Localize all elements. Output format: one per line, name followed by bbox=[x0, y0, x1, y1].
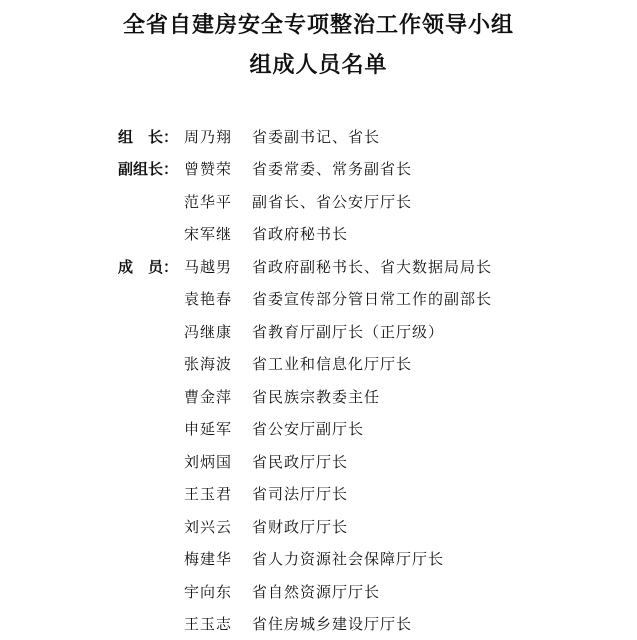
role-label: 成 员： bbox=[118, 256, 184, 277]
member-position: 省民族宗教委主任 bbox=[252, 386, 380, 407]
member-name: 王玉君 bbox=[184, 483, 252, 504]
member-position: 省人力资源社会保障厅厅长 bbox=[252, 548, 444, 569]
member-name: 刘兴云 bbox=[184, 516, 252, 537]
member-position: 省财政厅厅长 bbox=[252, 516, 348, 537]
roster-row bbox=[118, 543, 618, 576]
member-position: 副省长、省公安厅厅长 bbox=[252, 191, 412, 212]
member-name: 冯继康 bbox=[184, 321, 252, 342]
member-position: 省政府秘书长 bbox=[252, 223, 348, 244]
member-name: 袁艳春 bbox=[184, 288, 252, 309]
role-label: 副组长： bbox=[118, 158, 184, 179]
member-name: 曹金萍 bbox=[184, 386, 252, 407]
document-title-line-1: 全省自建房安全专项整治工作领导小组 bbox=[0, 10, 637, 40]
member-name: 曾赞荣 bbox=[184, 158, 252, 179]
member-name: 刘炳国 bbox=[184, 451, 252, 472]
member-name: 周乃翔 bbox=[184, 126, 252, 147]
roster-row bbox=[118, 348, 618, 381]
member-name: 梅建华 bbox=[184, 548, 252, 569]
member-position: 省自然资源厅厅长 bbox=[252, 581, 380, 602]
member-position: 省工业和信息化厅厅长 bbox=[252, 353, 412, 374]
roster-row bbox=[118, 445, 618, 478]
roster-row bbox=[118, 478, 618, 511]
roster-row bbox=[118, 283, 618, 316]
roster-row bbox=[118, 120, 618, 153]
member-name: 申延军 bbox=[184, 418, 252, 439]
roster-row bbox=[118, 575, 618, 608]
document-title-line-2: 组成人员名单 bbox=[0, 50, 637, 80]
roster-row bbox=[118, 413, 618, 446]
member-position: 省委常委、常务副省长 bbox=[252, 158, 412, 179]
roster-row bbox=[118, 250, 618, 283]
roster-row bbox=[118, 153, 618, 186]
member-position: 省教育厅副厅长（正厅级） bbox=[252, 321, 444, 342]
member-name: 马越男 bbox=[184, 256, 252, 277]
member-name: 范华平 bbox=[184, 191, 252, 212]
member-position: 省司法厅厅长 bbox=[252, 483, 348, 504]
roster-row bbox=[118, 380, 618, 413]
member-position: 省民政厅厅长 bbox=[252, 451, 348, 472]
roster-row bbox=[118, 608, 618, 640]
member-roster bbox=[118, 120, 618, 640]
member-name: 宋军继 bbox=[184, 223, 252, 244]
member-position: 省委宣传部分管日常工作的副部长 bbox=[252, 288, 492, 309]
roster-row bbox=[118, 315, 618, 348]
member-position: 省委副书记、省长 bbox=[252, 126, 380, 147]
member-name: 宇向东 bbox=[184, 581, 252, 602]
member-position: 省住房城乡建设厅厅长 bbox=[252, 613, 412, 634]
roster-row bbox=[118, 510, 618, 543]
member-name: 王玉志 bbox=[184, 613, 252, 634]
roster-row bbox=[118, 218, 618, 251]
role-label: 组 长： bbox=[118, 126, 184, 147]
member-position: 省政府副秘书长、省大数据局局长 bbox=[252, 256, 492, 277]
roster-row bbox=[118, 185, 618, 218]
member-position: 省公安厅副厅长 bbox=[252, 418, 364, 439]
member-name: 张海波 bbox=[184, 353, 252, 374]
